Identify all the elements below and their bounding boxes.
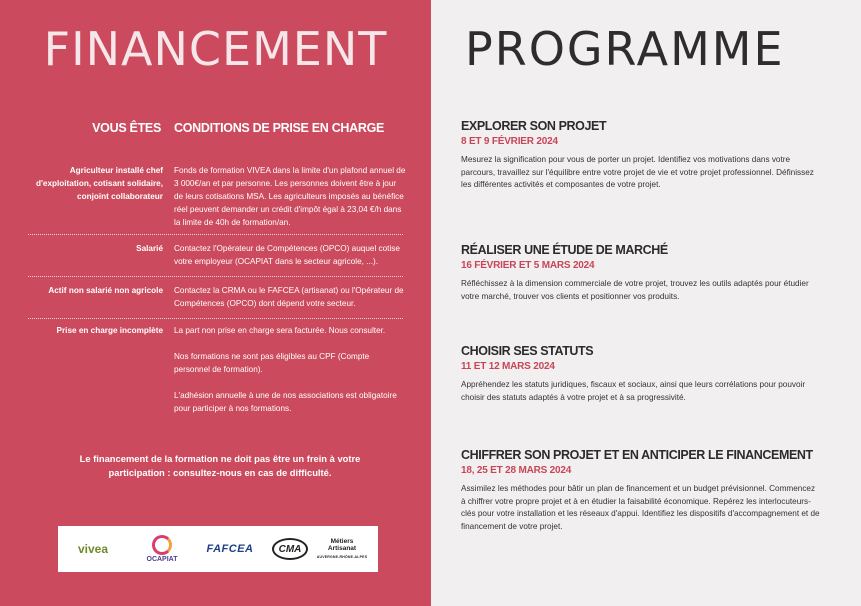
fafcea-logo-text: FAFCEA [206, 543, 254, 555]
ocapiat-logo [138, 532, 186, 566]
module-date: 8 ET 9 FÉVRIER 2024 [461, 136, 558, 147]
fafcea-logo [204, 532, 256, 566]
row-conditions: Contactez l'Opérateur de Compétences (OPCO) auquel cotise votre employeur (OCAPIAT dans le secteur agricole, ...). [174, 244, 400, 266]
column-header-vous-etes: VOUS ÊTES [92, 121, 161, 135]
metiers-region: AUVERGNE-RHÔNE-ALPES [316, 554, 368, 559]
vivea-logo [62, 532, 124, 566]
row-conditions: Contactez la CRMA ou le FAFCEA (artisanat) ou l'Opérateur de Compétences (OPCO) dont dépend votre secteur. [174, 286, 404, 308]
ocapiat-ring-icon [152, 535, 172, 555]
module-title: EXPLORER SON PROJET [461, 119, 607, 133]
module-title: CHIFFRER SON PROJET ET EN ANTICIPER LE FINANCEMENT [461, 448, 813, 462]
partner-logos [58, 526, 378, 572]
note-adhesion: L'adhésion annuelle à une de nos associations est obligatoire pour participer à nos formations. [174, 391, 397, 413]
row-profile: Prise en charge incomplète [56, 326, 163, 335]
row-divider [28, 276, 403, 277]
module-title: RÉALISER UNE ÉTUDE DE MARCHÉ [461, 243, 668, 257]
module-description: Assimilez les méthodes pour bâtir un plan de financement et un budget prévisionnel. Commencez à chiffrer votre propre projet et à en étudier la faisabilité économique. Repérez les interlocuteurs-clés pour votre installation et les réseaux d'appui. Identifiez les dispositifs d'accompagnement et de financement de votre projet. [461, 484, 820, 531]
programme-title: PROGRAMME [465, 22, 785, 76]
module-chiffrer-projet [461, 447, 821, 533]
row-divider [28, 234, 403, 235]
note-cpf: Nos formations ne sont pas éligibles au CPF (Compte personnel de formation). [174, 352, 370, 374]
module-date: 18, 25 ET 28 MARS 2024 [461, 465, 572, 476]
metiers-artisanat-logo [316, 532, 368, 566]
column-header-conditions: CONDITIONS DE PRISE EN CHARGE [174, 121, 385, 135]
cma-oval-icon [272, 538, 308, 560]
financement-footer-message: Le financement de la formation ne doit pas être un frein à votre participation : consultez-nous en cas de difficulté. [79, 453, 361, 478]
row-conditions: Fonds de formation VIVEA dans la limite d'un plafond annuel de 3 000€/an et par personne. Les personnes doivent être à jour de leurs cotisations MSA. Les agriculteurs imposés au bénéfice réel peuvent demander un crédit d'impôt égal à 23,04 €/h dans la limite de 40h de formation/an. [174, 166, 406, 227]
module-date: 11 ET 12 MARS 2024 [461, 361, 555, 372]
row-profile: Agriculteur installé chef d'exploitation, cotisant solidaire, conjoint collaborateur [35, 166, 163, 201]
row-conditions: La part non prise en charge sera facturée. Nous consulter. [174, 326, 386, 335]
module-date: 16 FÉVRIER ET 5 MARS 2024 [461, 260, 595, 271]
module-title: CHOISIR SES STATUTS [461, 344, 594, 358]
module-statuts [461, 343, 821, 404]
module-explorer [461, 118, 821, 192]
financement-title: FINANCEMENT [43, 22, 388, 76]
vivea-logo-text: vivea [77, 542, 109, 556]
module-description: Réfléchissez à la dimension commerciale de votre projet, trouvez les outils adaptés pour étudier votre marché, trouver vos clients et positionner vos produits. [461, 279, 809, 301]
metiers-line1: Métiers [330, 537, 354, 545]
cma-logo [270, 532, 310, 566]
metiers-line2: Artisanat [327, 544, 357, 552]
row-profile: Actif non salarié non agricole [48, 286, 163, 295]
row-profile: Salarié [136, 244, 163, 253]
row-divider [28, 318, 403, 319]
module-etude-de-marche [461, 242, 821, 303]
ocapiat-logo-text: OCAPIAT [146, 556, 178, 563]
module-description: Appréhendez les statuts juridiques, fiscaux et sociaux, ainsi que leurs corrélations pour pouvoir choisir des statuts adaptés à votre projet et à sa progressivité. [461, 380, 806, 402]
cma-logo-text: CMA [278, 543, 302, 555]
module-description: Mesurez la signification pour vous de porter un projet. Identifiez vos motivations dans votre parcours, travaillez sur l'équilibre entre votre projet de vie et votre projet professionnel. Définissez les différentes activités et composantes de votre projet. [461, 155, 814, 189]
